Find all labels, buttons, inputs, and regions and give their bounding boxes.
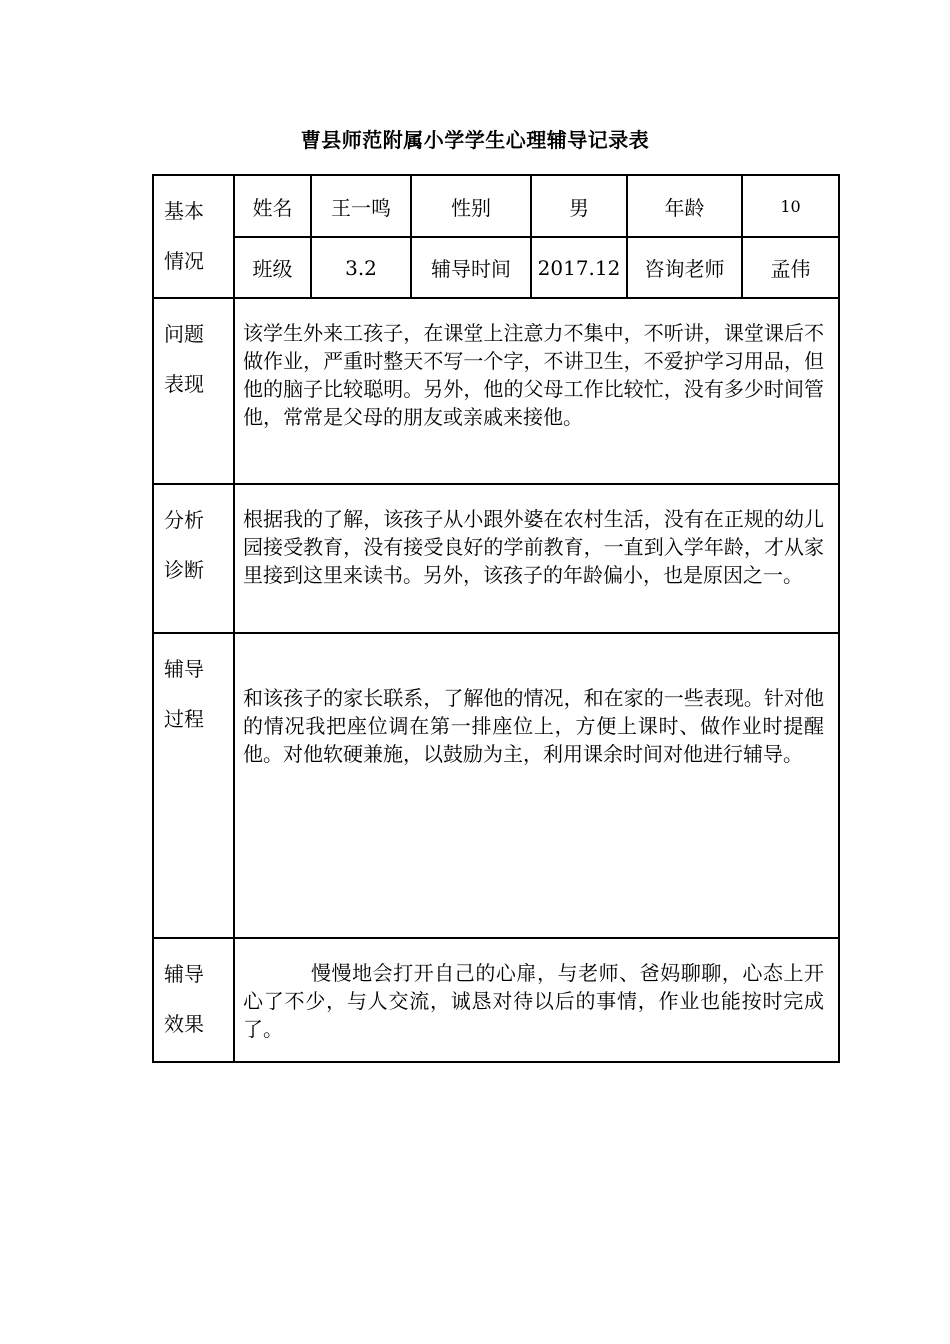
counseling-time-value: 2017.12: [531, 237, 627, 298]
effect-text: 慢慢地会打开自己的心扉，与老师、爸妈聊聊，心态上开心了不少，与人交流，诚恳对待以后的事情，作业也能按时完成了。: [234, 938, 839, 1062]
class-value: 3.2: [311, 237, 411, 298]
gender-value: 男: [531, 175, 627, 237]
document-title: 曹县师范附属小学学生心理辅导记录表: [300, 128, 650, 152]
basic-info-row-1: [153, 175, 839, 237]
name-label: 姓名: [234, 175, 311, 237]
problem-label: 问题 表现: [153, 298, 234, 484]
counselor-value: 孟伟: [742, 237, 839, 298]
process-label: 辅导 过程: [153, 633, 234, 938]
effect-label: 辅导 效果: [153, 938, 234, 1062]
counseling-record-table: [152, 174, 840, 1063]
age-label: 年龄: [627, 175, 742, 237]
name-value: 王一鸣: [311, 175, 411, 237]
gender-label: 性别: [411, 175, 531, 237]
problem-text: 该学生外来工孩子，在课堂上注意力不集中，不听讲，课堂课后不做作业，严重时整天不写一个字，不讲卫生，不爱护学习用品，但他的脑子比较聪明。另外，他的父母工作比较忙，没有多少时间管他，常常是父母的朋友或亲戚来接他。: [234, 298, 839, 484]
section-problem-row: [153, 298, 839, 484]
section-process-row: [153, 633, 839, 938]
process-text: 和该孩子的家长联系，了解他的情况，和在家的一些表现。针对他的情况我把座位调在第一排座位上，方便上课时、做作业时提醒他。对他软硬兼施，以鼓励为主，利用课余时间对他进行辅导。: [234, 633, 839, 938]
counselor-label: 咨询老师: [627, 237, 742, 298]
age-value: 10: [742, 175, 839, 237]
counseling-time-label: 辅导时间: [411, 237, 531, 298]
section-analysis-row: [153, 484, 839, 633]
analysis-text: 根据我的了解，该孩子从小跟外婆在农村生活，没有在正规的幼儿园接受教育，没有接受良好的学前教育，一直到入学年龄，才从家里接到这里来读书。另外，该孩子的年龄偏小，也是原因之一。: [234, 484, 839, 633]
analysis-label: 分析 诊断: [153, 484, 234, 633]
section-effect-row: [153, 938, 839, 1062]
basic-info-label: 基本 情况: [153, 175, 234, 298]
class-label: 班级: [234, 237, 311, 298]
basic-info-row-2: [153, 237, 839, 298]
